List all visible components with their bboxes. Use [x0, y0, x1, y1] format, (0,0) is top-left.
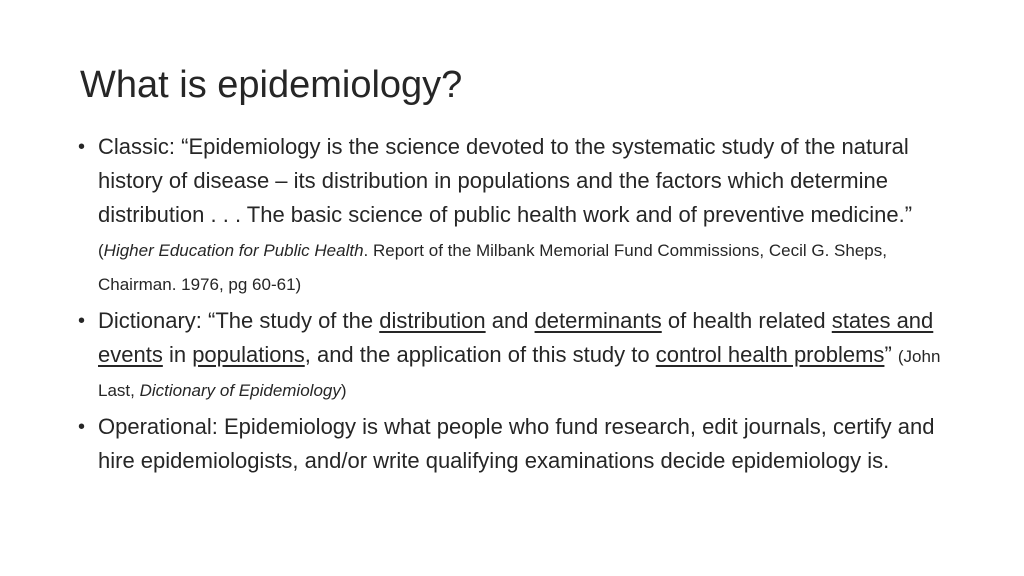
- bullet-text: ”: [884, 342, 898, 367]
- citation-open: (: [98, 241, 104, 260]
- citation-title: Dictionary of Epidemiology: [139, 381, 341, 400]
- citation-open: (John Last,: [98, 347, 941, 400]
- citation-close: ): [340, 381, 347, 400]
- bullet-text: Dictionary: “The study of the: [98, 308, 380, 333]
- citation-rest: . Report of the Milbank Memorial Fund Commissions, Cecil G. Sheps, Chairman. 1976, pg 60-61): [98, 241, 887, 294]
- underlined-term: populations: [192, 342, 305, 367]
- underlined-term: distribution: [379, 308, 486, 333]
- bullet-text: and: [485, 308, 535, 333]
- bullet-text: Classic: “Epidemiology is the science devoted to the systematic study of the natural history of disease – its distribution in populations and the factors which determine distribution . . . The basic science of public health work and of preventive medicine.”: [98, 134, 913, 227]
- bullet-dictionary: [76, 304, 964, 406]
- citation-title: Higher Education for Public Health: [103, 241, 364, 260]
- citation: [98, 241, 887, 294]
- bullet-dot-icon: •: [78, 416, 86, 438]
- bullet-text: Operational: Epidemiology is what people who fund research, edit journals, certify and hire epidemiologists, and/or write qualifying examinations decide epidemiology is.: [98, 414, 935, 473]
- underlined-term: control health problems: [655, 342, 885, 367]
- bullet-operational: [76, 410, 964, 478]
- bullet-text: , and the application of this study to: [304, 342, 656, 367]
- bullet-dot-icon: •: [78, 310, 86, 332]
- slide-title: What is epidemiology?: [80, 64, 463, 106]
- bullet-dot-icon: •: [78, 136, 86, 158]
- bullet-list: [76, 130, 964, 482]
- bullet-classic: [76, 130, 964, 300]
- underlined-term: states and events: [98, 308, 934, 367]
- underlined-term: determinants: [534, 308, 662, 333]
- bullet-text: of health related: [661, 308, 832, 333]
- bullet-text: in: [162, 342, 193, 367]
